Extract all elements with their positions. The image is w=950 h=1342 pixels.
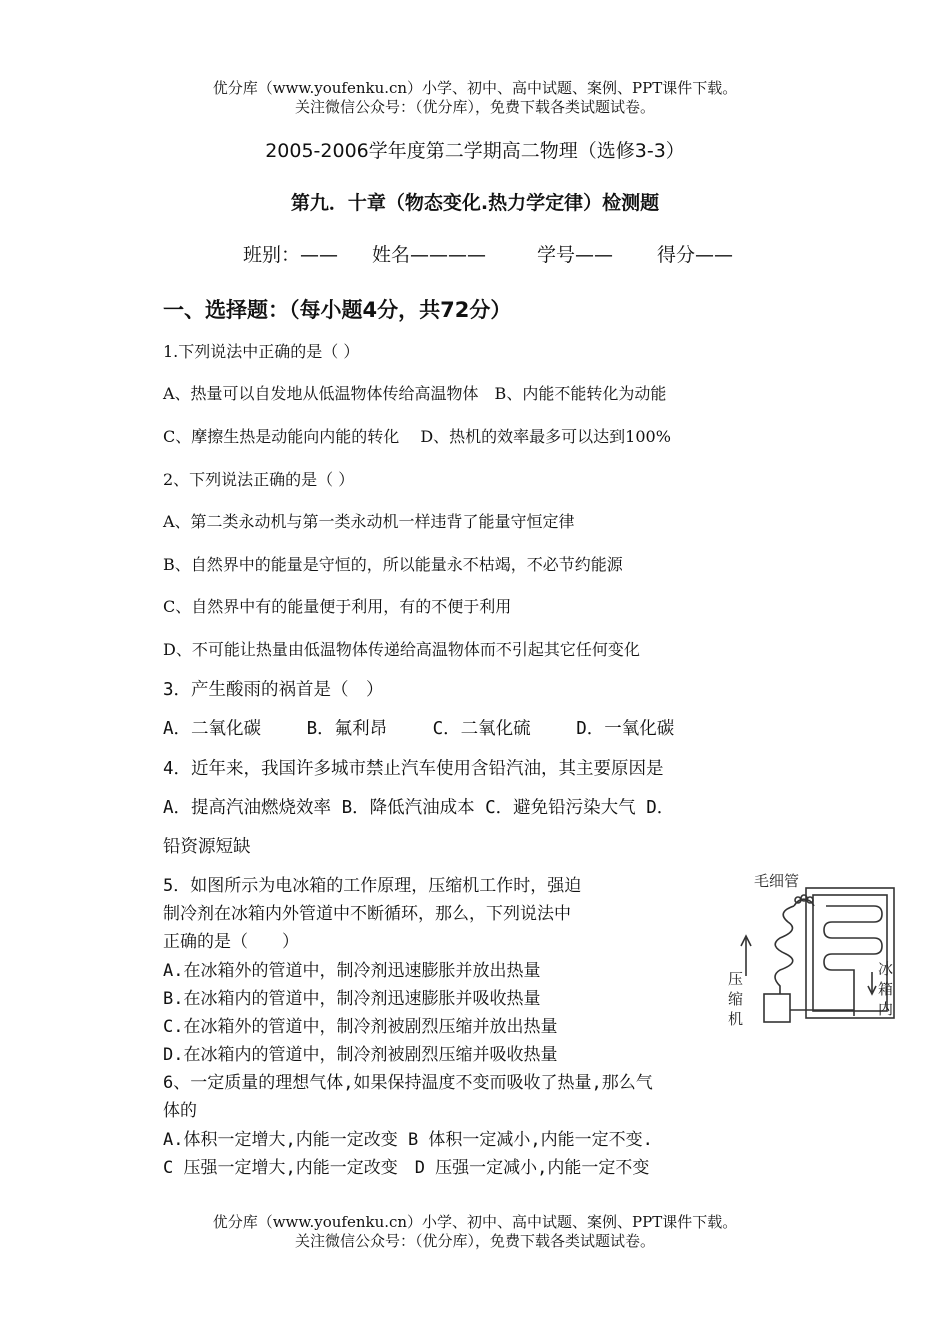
inside-coil <box>824 906 882 1016</box>
q6-stem-line-2: 体的 <box>163 1101 197 1121</box>
q4-options: A．提高汽油燃烧效率 B．降低汽油成本 C．避免铅污染大气 D． <box>163 798 675 818</box>
exam-subtitle: 第九．十章（物态变化.热力学定律）检测题 <box>290 192 660 214</box>
q6-options-cd: C 压强一定增大,内能一定改变 D 压强一定减小,内能一定不变 <box>163 1158 650 1178</box>
q5-option-a: A.在冰箱外的管道中，制冷剂迅速膨胀并放出热量 <box>163 961 541 981</box>
q2-option-d: D、不可能让热量由低温物体传递给高温物体而不引起其它任何变化 <box>163 640 640 659</box>
q1-stem: 1.下列说法中正确的是（ ） <box>163 342 360 361</box>
q2-option-a: A、第二类永动机与第一类永动机一样违背了能量守恒定律 <box>163 512 575 531</box>
number-field: 学号—— <box>537 244 614 266</box>
q2-stem: 2、下列说法正确的是（ ） <box>163 470 355 489</box>
footer-line-2: 关注微信公众号：（优分库），免费下载各类试题试卷。 <box>294 1232 655 1250</box>
name-field: 姓名———— <box>372 244 487 266</box>
class-field: 班别：—— <box>243 244 339 266</box>
q3-options: A．二氧化碳 B．氟利昂 C．二氧化硫 D．一氧化碳 <box>163 719 675 739</box>
header-line-1: 优分库（www.youfenku.cn）小学、初中、高中试题、案例、PPT课件下载。 <box>212 79 738 97</box>
exam-title: 2005-2006学年度第二学期高二物理（选修3-3） <box>265 140 685 162</box>
q1-options-cd: C、摩擦生热是动能向内能的转化 D、热机的效率最多可以达到100% <box>163 427 671 446</box>
footer-line-1: 优分库（www.youfenku.cn）小学、初中、高中试题、案例、PPT课件下载。 <box>212 1213 738 1231</box>
fridge-outer-box <box>806 888 894 1018</box>
refrigerator-diagram <box>714 866 910 1036</box>
q6-stem-line-1: 6、一定质量的理想气体,如果保持温度不变而吸收了热量,那么气 <box>163 1073 653 1093</box>
q4-stem: 4．近年来，我国许多城市禁止汽车使用含铅汽油，其主要原因是 <box>163 759 664 779</box>
q2-option-c: C、自然界中有的能量便于利用，有的不便于利用 <box>163 597 512 616</box>
compressor-label: 压缩机 <box>728 970 744 1028</box>
header-line-2: 关注微信公众号：（优分库），免费下载各类试题试卷。 <box>294 98 655 116</box>
compressor-box <box>764 994 790 1022</box>
q5-option-b: B.在冰箱内的管道中，制冷剂迅速膨胀并吸收热量 <box>163 989 541 1009</box>
section-heading: 一、选择题：（每小题4分，共72分） <box>163 298 512 322</box>
q6-options-ab: A.体积一定增大,内能一定改变 B 体积一定减小,内能一定不变. <box>163 1130 653 1150</box>
q5-stem-line-2: 制冷剂在冰箱内外管道中不断循环，那么，下列说法中 <box>163 904 571 924</box>
q5-stem-line-1: 5．如图所示为电冰箱的工作原理，压缩机工作时，强迫 <box>163 876 582 896</box>
q5-option-d: D.在冰箱内的管道中，制冷剂被剧烈压缩并吸收热量 <box>163 1045 558 1065</box>
q2-option-b: B、自然界中的能量是守恒的，所以能量永不枯竭，不必节约能源 <box>163 555 623 574</box>
inside-label: 冰箱内 <box>878 960 894 1018</box>
q5-option-c: C.在冰箱外的管道中，制冷剂被剧烈压缩并放出热量 <box>163 1017 558 1037</box>
fridge-inner-box <box>813 895 887 1011</box>
q3-stem: 3．产生酸雨的祸首是（ ） <box>163 680 384 700</box>
q5-stem-line-3: 正确的是（ ） <box>163 932 299 952</box>
q1-options-ab: A、热量可以自发地从低温物体传给高温物体 B、内能不能转化为动能 <box>163 384 667 403</box>
score-field: 得分—— <box>657 244 734 266</box>
capillary-label: 毛细管 <box>754 872 800 890</box>
condenser-coil <box>775 906 794 994</box>
q4-options-continued: 铅资源短缺 <box>163 837 251 857</box>
